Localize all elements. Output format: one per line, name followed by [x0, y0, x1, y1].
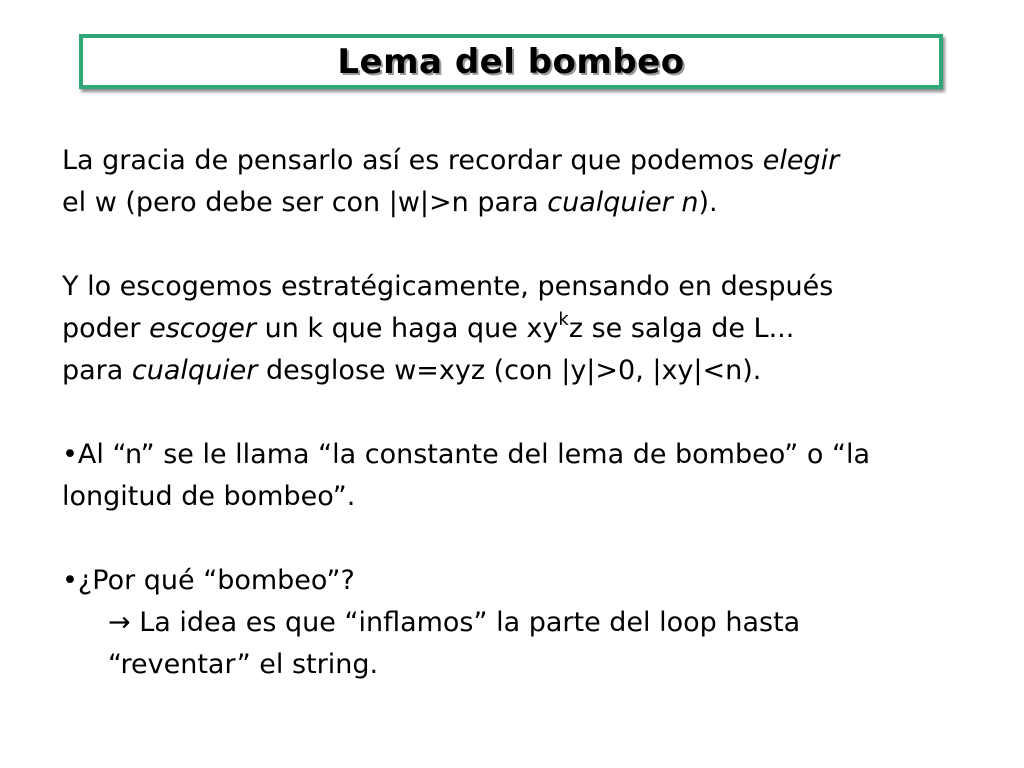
- text-span: ).: [698, 187, 718, 218]
- bullet-1-line-2: longitud de bombeo”.: [62, 481, 356, 512]
- title-box: [79, 34, 943, 89]
- arrow-icon: →: [108, 607, 131, 638]
- italic-span: escoger: [149, 313, 256, 344]
- text-span: poder: [62, 313, 150, 344]
- italic-span: cualquier n: [547, 187, 699, 218]
- italic-span: elegir: [762, 145, 840, 176]
- paragraph-1-line-2: [62, 182, 1002, 224]
- text-span: La idea es que “inflamos” la parte del loop hasta: [130, 607, 801, 638]
- bullet-1-line-1: •Al “n” se le llama “la constante del lema de bombeo” o “la: [62, 439, 870, 470]
- slide-body: [62, 140, 1002, 686]
- superscript: k: [558, 309, 569, 330]
- text-span: La gracia de pensarlo así es recordar que podemos: [62, 145, 763, 176]
- text-span: un k que haga que xy: [256, 313, 559, 344]
- slide-title: Lema del bombeo: [337, 41, 685, 82]
- paragraph-2-line-3: [62, 350, 1002, 392]
- paragraph-2-line-2: [62, 308, 1002, 350]
- spacer: [62, 392, 1002, 434]
- text-span: para: [62, 355, 132, 386]
- paragraph-1-line-1: [62, 140, 1002, 182]
- paragraph-2-line-1: Y lo escogemos estratégicamente, pensando en después: [62, 271, 834, 302]
- bullet-2-line-3: “reventar” el string.: [108, 649, 379, 680]
- italic-span: cualquier: [131, 355, 258, 386]
- spacer: [62, 224, 1002, 266]
- spacer: [62, 518, 1002, 560]
- bullet-2-line-2: [62, 602, 1002, 644]
- text-span: desglose w=xyz (con |y|>0, |xy|<n).: [257, 355, 762, 386]
- text-span: z se salga de L...: [568, 313, 795, 344]
- text-span: el w (pero debe ser con |w|>n para: [62, 187, 548, 218]
- bullet-2-line-1: •¿Por qué “bombeo”?: [62, 565, 355, 596]
